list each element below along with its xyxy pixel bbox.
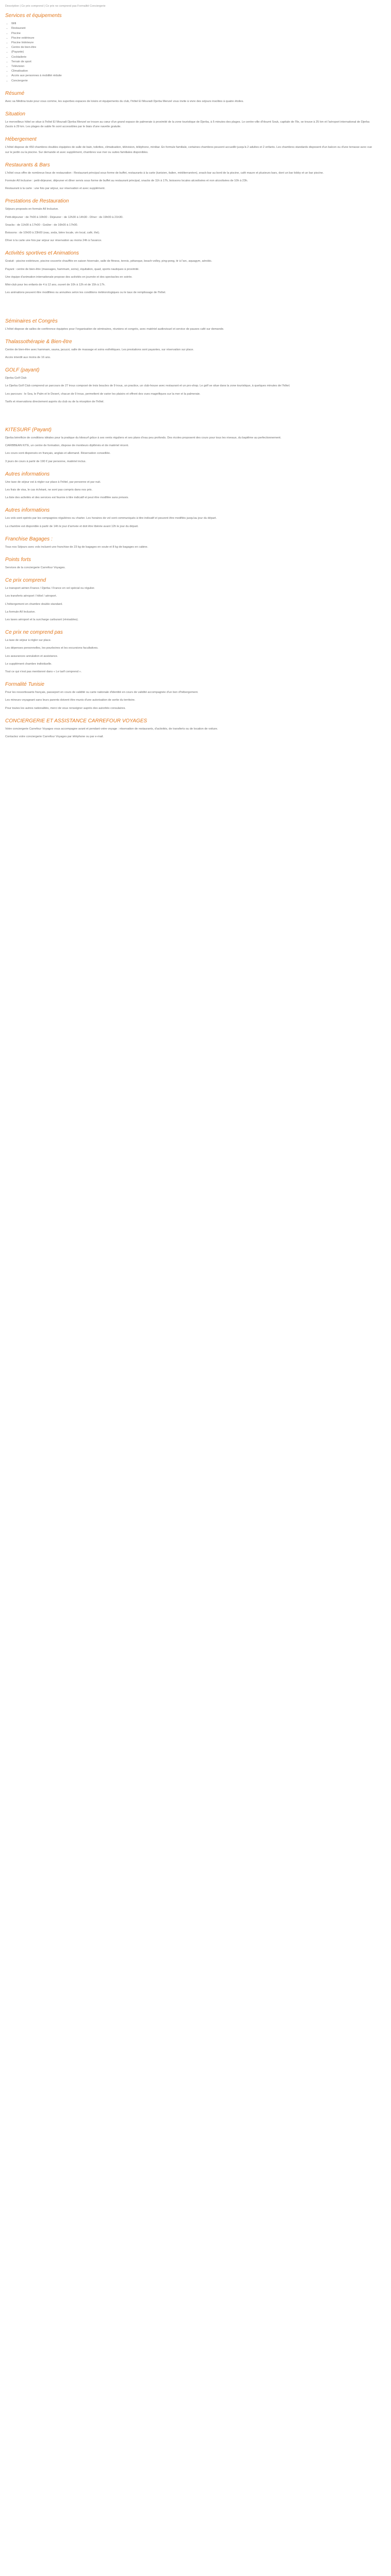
seminaires-text-1: L'hôtel dispose de salles de conférence équipées pour l'organisation de séminaires, réunions et congrès, avec matériel audiovisuel et service de pauses café sur demande.: [5, 327, 224, 331]
resume-text: Avec sa Médina toute pour vous comme, les superbes espaces de loisirs et équipements du club, l'hôtel El Mouradi Djerba Menzel vous invite à vivre des séjours insolites à quatre étoiles.: [5, 99, 244, 103]
service-item: • Cocktailerie: [11, 55, 376, 60]
golf-text-4: Tarifs et réservations directement auprès du club ou de la réception de l'hôtel.: [5, 400, 104, 403]
golf-text-2: Le Djerba Golf Club comprend un parcours de 27 trous composé de trois boucles de 9 trous, un practice, un club-house avec restaurant et un pro-shop. Le golf se situe dans la zone touristique, à quelques minutes de l'hôtel.: [5, 384, 290, 388]
service-item: • Terrain de sport: [11, 60, 376, 64]
autres-info-2-text-1: Les vols sont opérés par les compagnies régulières ou charter. Les horaires de vol sont communiqués à titre indicatif et peuvent être modifiés jusqu'au jour du départ.: [5, 517, 217, 520]
situation-text: Le merveilleux hôtel se situe à l'hôtel El Mouradi Djerba Menzel se trouve au cœur d'un grand espace de palmeraie à proximité de la zone touristique de Djerba, à 5 minutes des plages. Le centre-ville d'Houmt Souk, capitale de l'île, se trouve à 25 km et l'aéroport international de Djerba Zarzis à 29 km. Les plages de sable fin sont accessibles par le biais d'une navette gratuite.: [5, 121, 370, 129]
kitesurf-text-4: 3 jours de cours à partir de 190 € par personne, matériel inclus.: [5, 460, 87, 463]
prix-comprend-text-2: Les transferts aéroport / hôtel / aéroport.: [5, 595, 57, 598]
thalasso-text-2: Accès interdit aux moins de 16 ans.: [5, 355, 51, 359]
autres-info-2-text-2: La chambre est disponible à partir de 14h le jour d'arrivée et doit être libérée avant 12h le jour du départ.: [5, 524, 139, 528]
activites-title: Activités sportives et Animations: [5, 250, 79, 257]
autres-info-text-1: Une taxe de séjour est à régler sur place à l'hôtel, par personne et par nuit.: [5, 480, 101, 484]
service-item: • Conciergerie: [11, 79, 376, 83]
prix-comprend-text-1: Le transport aérien France / Djerba / France en vol spécial ou régulier.: [5, 587, 95, 590]
formalite-text-2: Les mineurs voyageant sans leurs parents doivent être munis d'une autorisation de sortie du territoire.: [5, 699, 136, 702]
conciergerie-text-1: Votre conciergerie Carrefour Voyages vous accompagne avant et pendant votre voyage : réservation de restaurants, d'activités, de transferts ou de location de voiture.: [5, 727, 218, 731]
prix-ne-comprend-title: Ce prix ne comprend pas: [5, 630, 63, 636]
prix-ne-comprend-text-3: Les assurances annulation et assistance.: [5, 654, 58, 658]
autres-info-2-title: Autres informations: [5, 507, 50, 514]
activites-text-5: Les animations peuvent être modifiées ou annulées selon les conditions météorologiques ou le taux de remplissage de l'hôtel.: [5, 291, 166, 295]
service-item: • Restaurant: [11, 26, 376, 31]
services-list: [5, 22, 376, 83]
hebergement-title: Hébergement: [5, 137, 37, 143]
prix-comprend-text-3: L'hébergement en chambre double standard.: [5, 602, 63, 606]
activites-text-1: Gratuit : piscine extérieure, piscine couverte chauffée en saison hivernale, salle de fitness, tennis, pétanque, beach-volley, ping-pong, tir à l'arc, aquagym, aérobic.: [5, 260, 213, 263]
kitesurf-text-3: Les cours sont dispensés en français, anglais et allemand. Réservation conseillée.: [5, 452, 111, 455]
service-item: • (Payante): [11, 50, 376, 55]
formalite-text-3: Pour toutes les autres nationalités, merci de vous renseigner auprès des autorités consulaires.: [5, 706, 126, 710]
prestations-text-3: Snacks : de 11h00 à 17h00 - Goûter : de 16h00 à 17h00.: [5, 223, 78, 227]
autres-info-text-3: La liste des activités et des services est fournie à titre indicatif et peut être modifiée sans préavis.: [5, 496, 129, 500]
prix-ne-comprend-text-1: La taxe de séjour à régler sur place.: [5, 639, 52, 642]
autres-info-title: Autres informations: [5, 471, 50, 477]
conciergerie-text-2: Contactez votre conciergerie Carrefour Voyages par téléphone ou par e-mail.: [5, 735, 104, 738]
prix-ne-comprend-text-4: Le supplément chambre individuelle.: [5, 662, 52, 666]
page: [0, 0, 381, 748]
thalasso-text-1: Centre de bien-être avec hammam, sauna, jacuzzi, salle de massage et soins esthétiques. Les prestations sont payantes, sur réservation sur place.: [5, 348, 194, 351]
seminaires-title: Séminaires et Congrès: [5, 318, 58, 324]
restaurants-text-1: L'hôtel vous offre de nombreux lieux de restauration : Restaurant principal sous forme de buffet, restaurants à la carte (tunisien, italien, méditerranéen), snack-bar au bord de la piscine, café maure et plusieurs bars, dont un bar lobby et un bar piscine.: [5, 171, 324, 175]
franchise-title: Franchise Bagages :: [5, 536, 53, 542]
restaurants-text-2: Formule All Inclusive : petit-déjeuner, déjeuner et dîner servis sous forme de buffet au restaurant principal, snacks de 11h à 17h, boissons locales alcoolisées et non alcoolisées de 10h à 23h.: [5, 179, 248, 183]
golf-text-1: Djerba Golf Club: [5, 377, 27, 380]
service-item: • Wifi: [11, 22, 376, 26]
prix-comprend-text-5: Les taxes aéroport et la surcharge carburant (révisables).: [5, 618, 79, 621]
points-forts-text-1: Services de la conciergerie Carrefour Voyages.: [5, 566, 66, 569]
golf-title: GOLF (payant): [5, 367, 40, 374]
prix-ne-comprend-text-2: Les dépenses personnelles, les pourboires et les excursions facultatives.: [5, 647, 99, 650]
prestations-title: Prestations de Restauration: [5, 198, 69, 205]
points-forts-title: Points forts: [5, 556, 31, 563]
autres-info-text-2: Les frais de visa, le cas échéant, ne sont pas compris dans nos prix.: [5, 488, 93, 492]
hebergement-text: L'hôtel dispose de 450 chambres doubles équipées de salle de bain, toilettes, climatisation, télévision, téléphone, minibar. En formule familiale, certaines chambres peuvent accueillir jusqu'à 2 adultes et 2 enfants. Les chambres standards disposent d'un balcon ou d'une terrasse avec vue sur le jardin ou la piscine. Sur demande et avec supplément, chambres vue mer ou suites familiales disponibles.: [5, 146, 372, 154]
prix-ne-comprend-text-5: Tout ce qui n'est pas mentionné dans « Le tarif comprend ».: [5, 670, 82, 673]
kitesurf-text-1: Djerba bénéficie de conditions idéales pour la pratique du kitesurf grâce à ses vents réguliers et ses plans d'eau peu profonds. Des écoles proposent des cours pour tous les niveaux, du baptême au perfectionnement.: [5, 436, 282, 439]
services-title: Services et équipements: [5, 13, 62, 19]
prix-comprend-title: Ce prix comprend: [5, 578, 46, 584]
service-item: • Piscine extérieure: [11, 36, 376, 41]
franchise-text-1: Tous nos Séjours avec vols incluent une franchise de 23 kg de bagages en soute et 8 kg de bagages en cabine.: [5, 545, 149, 549]
resume-title: Résumé: [5, 90, 25, 96]
prestations-text-2: Petit-déjeuner : de 7h00 à 10h00 - Déjeuner : de 12h30 à 14h30 - Dîner : de 19h00 à 21h30.: [5, 215, 123, 219]
service-item: • Climatisation: [11, 69, 376, 74]
service-item: • Centre de bien-être: [11, 45, 376, 50]
prix-comprend-text-4: La formule All Inclusive.: [5, 610, 36, 614]
service-item: • Accès aux personnes à mobilité réduite: [11, 74, 376, 78]
golf-text-3: Les parcours : le Sea, le Palm et le Desert, chacun de 9 trous, permettent de varier les plaisirs et offrent des vues magnifiques sur la mer et la palmeraie.: [5, 392, 201, 396]
prestations-text-1: Séjours proposés en formule All Inclusive.: [5, 208, 59, 211]
service-item: • Télévision: [11, 64, 376, 69]
conciergerie-title: CONCIERGERIE ET ASSISTANCE CARREFOUR VOYAGES: [5, 718, 148, 724]
formalite-title: Formalité Tunisie: [5, 682, 44, 688]
thalasso-title: Thalassothérapie & Bien-être: [5, 338, 72, 345]
prestations-text-5: Dîner à la carte une fois par séjour sur réservation au moins 24h à l'avance.: [5, 239, 102, 243]
activites-text-2: Payant : centre de bien-être (massages, hammam, soins), équitation, quad, sports nautiques à proximité.: [5, 267, 139, 271]
activites-text-3: Une équipe d'animation internationale propose des activités en journée et des spectacles en soirée.: [5, 275, 133, 279]
service-item: • Piscine Intérieure: [11, 41, 376, 45]
restaurants-text-3: Restaurant à la carte : une fois par séjour, sur réservation et avec supplément.: [5, 187, 106, 191]
service-item: • Piscine: [11, 31, 376, 36]
formalite-text-1: Pour les ressortissants français, passeport en cours de validité ou carte nationale d'identité en cours de validité accompagnée d'un bon d'hébergement.: [5, 691, 199, 694]
prestations-text-4: Boissons : de 10h00 à 23h00 (eau, soda, bière locale, vin local, café, thé).: [5, 231, 100, 235]
situation-title: Situation: [5, 111, 25, 117]
kitesurf-text-2: CARIBBEAN KITE, un centre de formation, dispose de moniteurs diplômés et de matériel récent.: [5, 444, 129, 448]
breadcrumb: Description | Ce prix comprend | Ce prix ne comprend pas Formalité Conciergerie: [5, 5, 106, 8]
restaurants-title: Restaurants & Bars: [5, 162, 50, 168]
activites-text-4: Mini-club pour les enfants de 4 à 12 ans, ouvert de 10h à 12h et de 15h à 17h.: [5, 283, 106, 287]
kitesurf-title: KITESURF (Payant): [5, 427, 52, 433]
